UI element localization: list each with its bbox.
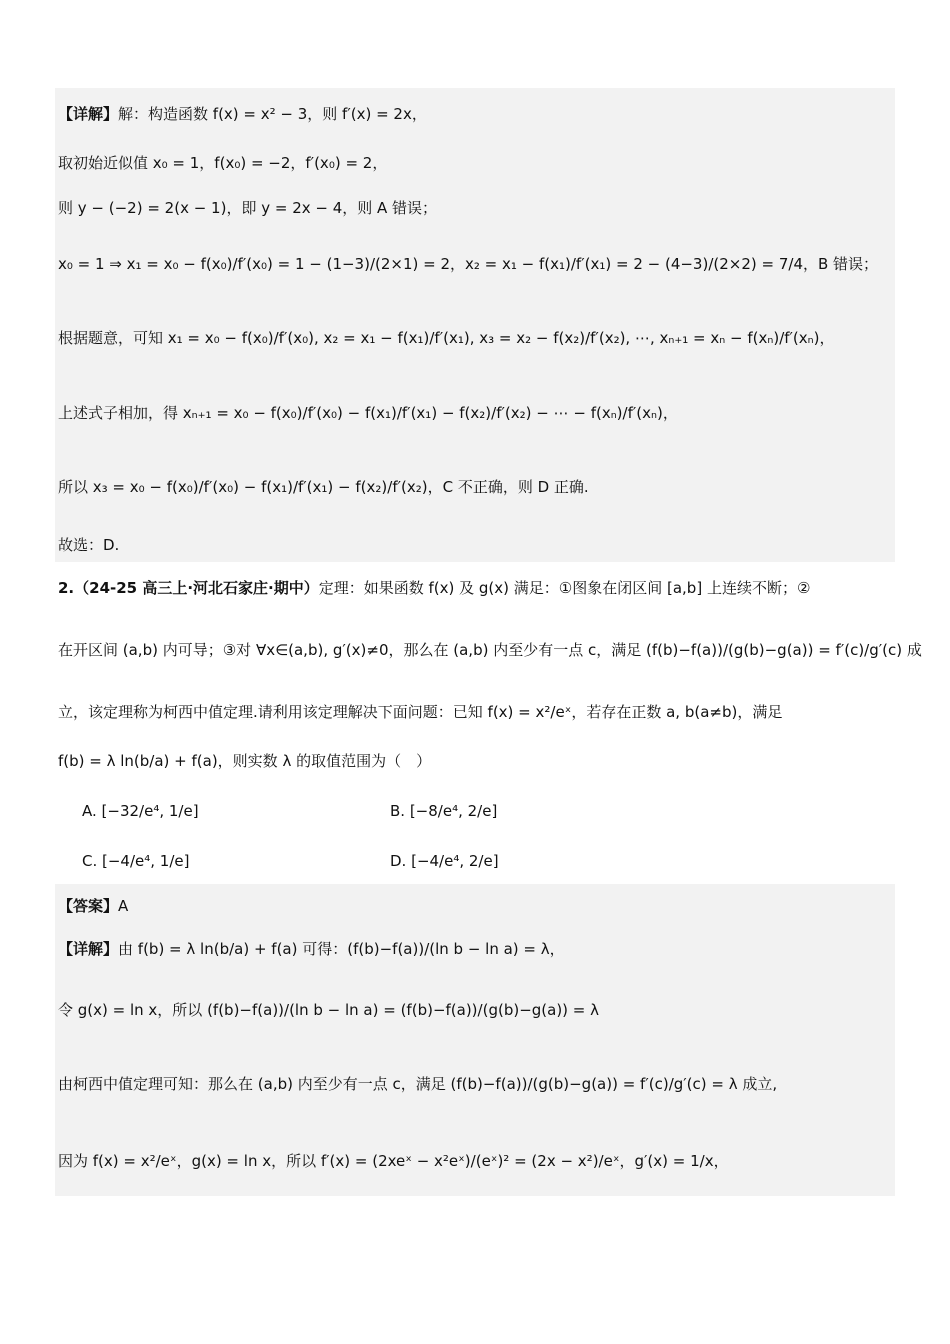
solution2-line-3: 由柯西中值定理可知：那么在 (a,b) 内至少有一点 c，满足 (f(b)−f(a))/(g(b)−g(a)) = f′(c)/g′(c) = λ 成立, (58, 1075, 778, 1093)
question2-line-4: f(b) = λ ln(b/a) + f(a)，则实数 λ 的取值范围为（ ） (58, 752, 432, 770)
question2-line-3: 立，该定理称为柯西中值定理.请利用该定理解决下面问题：已知 f(x) = x²/eˣ，若存在正数 a, b(a≠b)，满足 (58, 703, 783, 721)
solution1-line-1: 【详解】解：构造函数 f(x) = x² − 3，则 f′(x) = 2x， (58, 105, 427, 123)
question-source: （24-25 高三上·河北石家庄·期中） (74, 579, 319, 597)
question-number: 2. (58, 579, 75, 597)
solution1-line-6: 上述式子相加，得 xₙ₊₁ = x₀ − f(x₀)/f′(x₀) − f(x₁)/f′(x₁) − f(x₂)/f′(x₂) − ⋯ − f(xₙ)/f′(xₙ)， (58, 404, 678, 422)
solution1-line-3: 则 y − (−2) = 2(x − 1)，即 y = 2x − 4，则 A 错误； (58, 199, 438, 217)
solution1-line-4: x₀ = 1 ⇒ x₁ = x₀ − f(x₀)/f′(x₀) = 1 − (1−3)/(2×1) = 2，x₂ = x₁ − f(x₁)/f′(x₁) = 2 − (4−3)/(2×2) = 7/4，B 错误； (58, 255, 879, 273)
option-a[interactable]: A. [−32/e⁴, 1/e] (82, 802, 199, 820)
detail-label: 【详解】 (58, 940, 119, 958)
option-d[interactable]: D. [−4/e⁴, 2/e] (390, 852, 499, 870)
solution2-line-2: 令 g(x) = ln x，所以 (f(b)−f(a))/(ln b − ln a) = (f(b)−f(a))/(g(b)−g(a)) = λ (58, 1001, 600, 1019)
solution1-line-2: 取初始近似值 x₀ = 1，f(x₀) = −2，f′(x₀) = 2， (58, 154, 388, 172)
solution1-line-7: 所以 x₃ = x₀ − f(x₀)/f′(x₀) − f(x₁)/f′(x₁) − f(x₂)/f′(x₂)，C 不正确，则 D 正确. (58, 478, 589, 496)
solution1-line-8: 故选：D. (58, 536, 120, 554)
solution2-line-1: 【详解】由 f(b) = λ ln(b/a) + f(a) 可得：(f(b)−f(a))/(ln b − ln a) = λ， (58, 940, 565, 958)
solution2-line-4: 因为 f(x) = x²/eˣ，g(x) = ln x，所以 f′(x) = (2xeˣ − x²eˣ)/(eˣ)² = (2x − x²)/eˣ，g′(x) = 1/x， (58, 1152, 729, 1170)
answer-label: 【答案】 (58, 897, 119, 915)
option-c[interactable]: C. [−4/e⁴, 1/e] (82, 852, 190, 870)
option-b[interactable]: B. [−8/e⁴, 2/e] (390, 802, 498, 820)
solution1-line-5: 根据题意，可知 x₁ = x₀ − f(x₀)/f′(x₀), x₂ = x₁ − f(x₁)/f′(x₁), x₃ = x₂ − f(x₂)/f′(x₂), ⋯, xₙ₊₁ = xₙ − f(xₙ)/f′(xₙ)， (58, 329, 835, 347)
detail-label: 【详解】 (58, 105, 119, 123)
answer-value: A (118, 897, 129, 915)
question2-line-2: 在开区间 (a,b) 内可导；③对 ∀x∈(a,b), g′(x)≠0，那么在 (a,b) 内至少有一点 c，满足 (f(b)−f(a))/(g(b)−g(a)) = f′(c)/g′(c) 成 (58, 641, 922, 659)
question2-line-1: 2.（24-25 高三上·河北石家庄·期中）定理：如果函数 f(x) 及 g(x) 满足：①图象在闭区间 [a,b] 上连续不断；② (58, 579, 811, 597)
answer-line (58, 895, 128, 917)
